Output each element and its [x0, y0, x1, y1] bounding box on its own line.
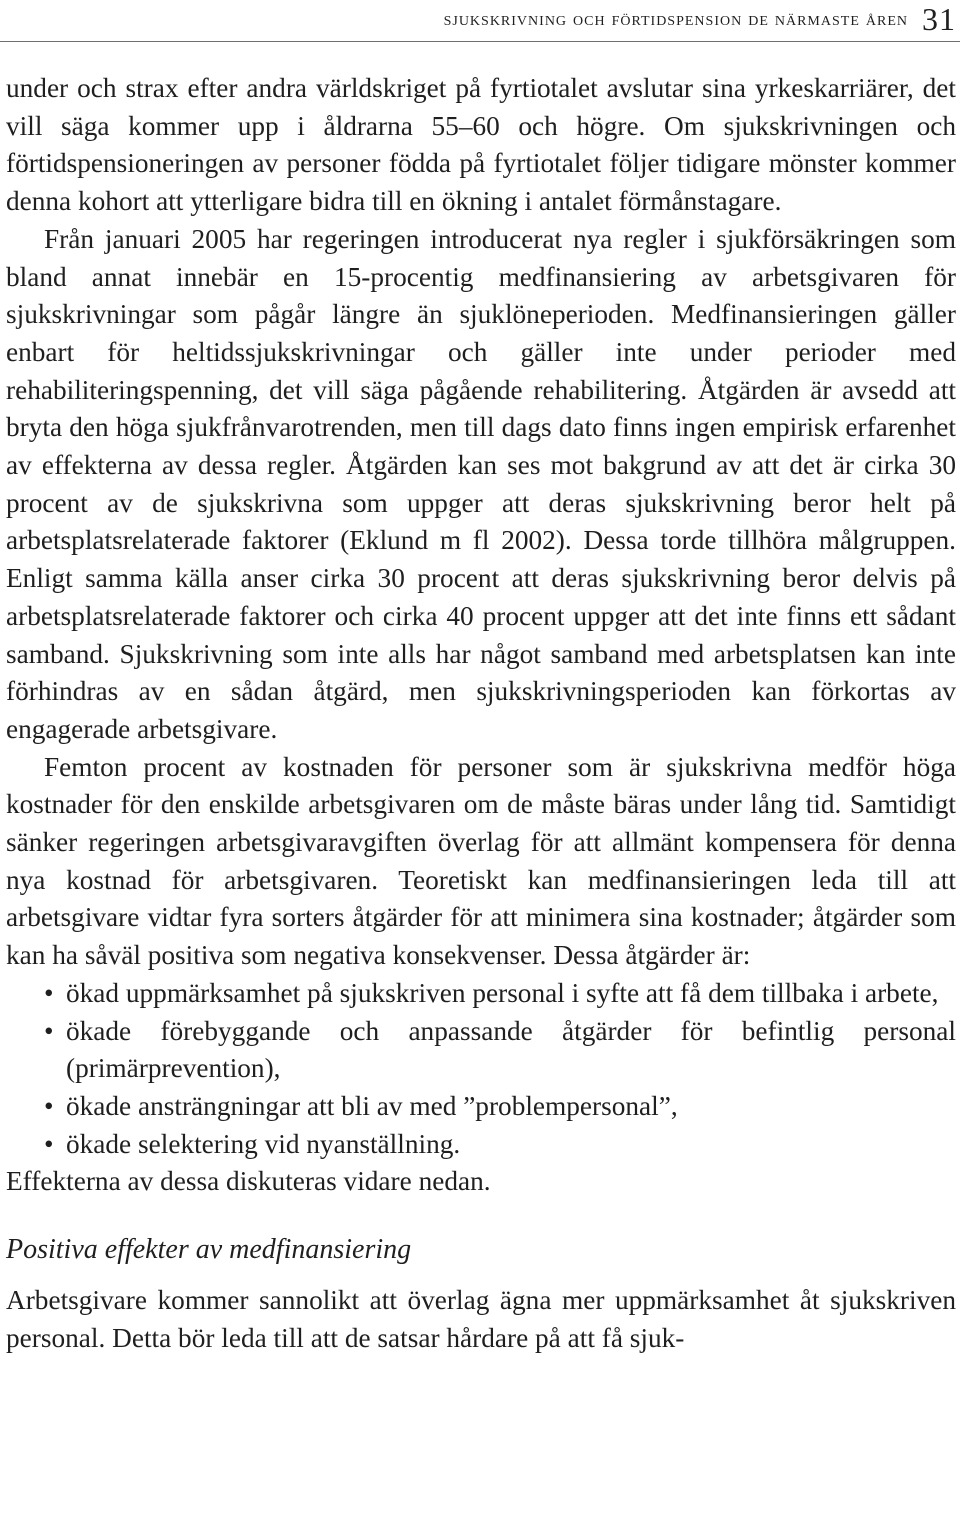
- list-item: • ökade ansträngningar att bli av med ”problempersonal”,: [44, 1088, 956, 1126]
- list-item: • ökade förebyggande och anpassande åtgärder för befintlig personal (primärprevention),: [44, 1013, 956, 1088]
- paragraph-continuation: under och strax efter andra världskriget på fyrtiotalet avslutar sina yrkeskarriärer, det vill säga kommer upp i åldrarna 55–60 och högre. Om sjukskrivningen och förtidspensioneringen av personer födda på fyrtiotalet följer tidigare mönster kommer denna kohort att ytterligare bidra till en ökning i antalet förmånstagare.: [6, 73, 956, 217]
- section-heading: Positiva effekter av medfinansiering: [6, 1234, 412, 1266]
- paragraph-effekter: Effekterna av dessa diskuteras vidare nedan.: [6, 1166, 491, 1197]
- paragraph-medfinansiering: Från januari 2005 har regeringen introducerat nya regler i sjukförsäkringen som bland annat innebär en 15-procentig medfinansiering av arbetsgivaren för sjukskrivningar som pågår längre än sjuklöneperioden. Medfinansieringen gäller enbart för heltidssjukskrivningar och gäller inte under perioder med rehabiliteringspenning, det vill säga pågående rehabilitering. Åtgärden är avsedd att bryta den höga sjukfrånvarotrenden, men till dags dato finns ingen empirisk erfarenhet av effekterna av dessa regler. Åtgärden kan ses mot bakgrund av att det är cirka 30 procent av de sjukskrivna som uppger att deras sjukskrivning beror helt på arbetsplatsrelaterade faktorer (Eklund m fl 2002). Dessa torde tillhöra målgruppen. Enligt samma källa anser cirka 30 procent att deras sjukskrivning beror delvis på arbetsplatsrelaterade faktorer och cirka 40 procent uppger att det inte finns ett sådant samband. Sjukskrivning som inte alls har något samband med arbetsplatsen kan inte förhindras av en sådan åtgärd, men sjukskrivningsperioden kan förkortas av engagerade arbetsgivare.: [6, 223, 956, 744]
- paragraph-positiva-effekter: Arbetsgivare kommer sannolikt att överlag ägna mer uppmärksamhet åt sjukskriven personal. Detta bör leda till att de satsar hårdare på att få sjuk-: [6, 1285, 956, 1353]
- measures-list: [6, 975, 956, 1164]
- list-item: • ökad uppmärksamhet på sjukskriven personal i syfte att få dem tillbaka i arbete,: [44, 975, 956, 1013]
- running-header-title: sjukskrivning och förtidspension de närmaste åren: [443, 7, 908, 30]
- page-number: 31: [922, 0, 956, 37]
- header-rule: [0, 41, 960, 42]
- running-header: [0, 0, 956, 38]
- paragraph-kostnader: Femton procent av kostnaden för personer som är sjukskrivna medför höga kostnader för den enskilde arbetsgivaren om de måste bäras under lång tid. Samtidigt sänker regeringen arbetsgivaravgiften överlag för att allmänt kompensera för denna nya kostnad för arbetsgivaren. Teoretiskt kan medfinansieringen leda till att arbetsgivare vidtar fyra sorters åtgärder för att minimera sina kostnader; åtgärder som kan ha såväl positiva som negativa konsekvenser. Dessa åtgärder är:: [6, 751, 956, 971]
- body-text: [6, 70, 956, 1358]
- list-item: • ökade selektering vid nyanställning.: [44, 1126, 956, 1164]
